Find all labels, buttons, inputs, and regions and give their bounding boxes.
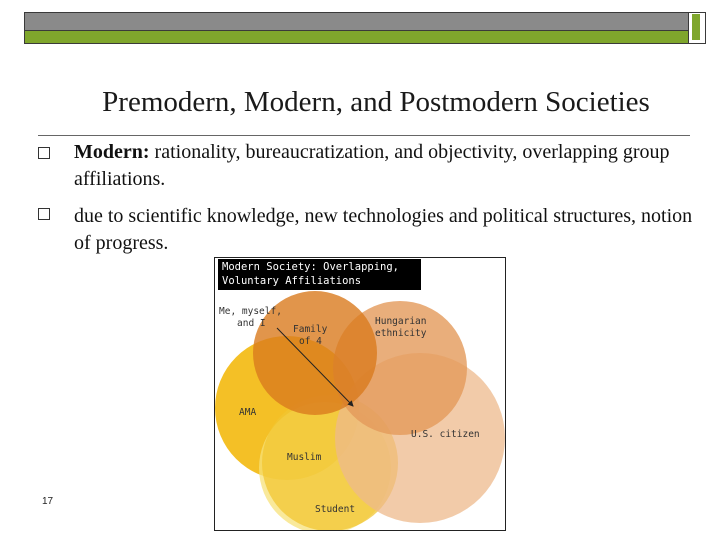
title-divider bbox=[38, 135, 690, 136]
me-label-2: and I bbox=[237, 318, 266, 329]
page-number: 17 bbox=[42, 496, 54, 507]
student-label: Student bbox=[315, 504, 356, 515]
bullet-1-body: rationality, bureaucratization, and objectivity, overlapping group affiliations. bbox=[74, 141, 670, 190]
bullet-text-1 bbox=[74, 139, 694, 193]
hungarian-label-2: ethnicity bbox=[375, 328, 427, 339]
bullet-text-2 bbox=[74, 203, 694, 257]
hungarian-label-1: Hungarian bbox=[375, 316, 427, 327]
figure-title bbox=[218, 259, 421, 290]
bullet-marker-2 bbox=[38, 208, 50, 220]
venn-diagram bbox=[215, 258, 505, 530]
family-label-1: Family bbox=[293, 324, 328, 335]
header-bar-gray bbox=[24, 12, 690, 32]
figure-title-line-1: Modern Society: Overlapping, bbox=[222, 261, 400, 273]
header-corner-accent bbox=[692, 14, 700, 40]
affiliations-figure bbox=[214, 257, 506, 531]
bullet-2-body: due to scientific knowledge, new technologies and political structures, notion of progress. bbox=[74, 205, 693, 254]
header-bar-green bbox=[24, 30, 690, 44]
muslim-label: Muslim bbox=[287, 452, 322, 463]
bullet-1-bold: Modern: bbox=[74, 141, 150, 163]
slide-title: Premodern, Modern, and Postmodern Societies bbox=[102, 86, 650, 118]
us-citizen-label: U.S. citizen bbox=[411, 429, 480, 440]
family-label-2: of 4 bbox=[299, 336, 322, 347]
figure-title-line-2: Voluntary Affiliations bbox=[222, 275, 362, 287]
me-label-1: Me, myself, bbox=[219, 306, 282, 317]
ama-label: AMA bbox=[239, 407, 257, 418]
bullet-marker-1 bbox=[38, 147, 50, 159]
